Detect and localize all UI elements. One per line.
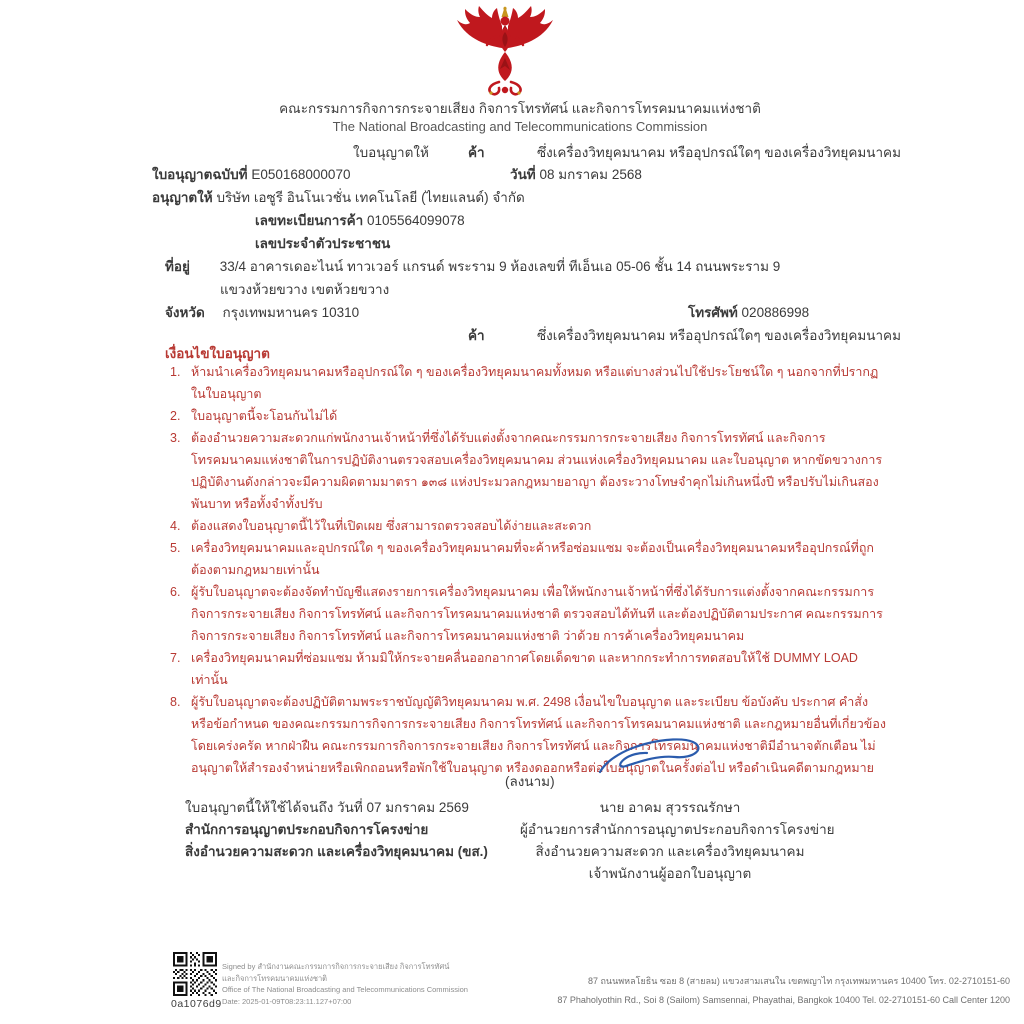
signer-title-line1: ผู้อำนวยการสำนักการอนุญาตประกอบกิจการโครงข่าย: [520, 822, 835, 837]
license-number-row: [152, 163, 350, 185]
license-type-repeat: ค้า: [468, 328, 485, 343]
signed-date: Date: 2025-01-09T08:23:11.127+07:00: [222, 996, 352, 1006]
license-date-label: วันที่: [510, 167, 536, 182]
license-date-value: 08 มกราคม 2568: [539, 167, 642, 182]
address-line2: แขวงห้วยขวาง เขตห้วยขวาง: [220, 282, 390, 297]
province-value: กรุงเทพมหานคร 10310: [222, 305, 360, 320]
signed-by-line3: Office of The National Broadcasting and Telecommunications Commission: [222, 985, 468, 994]
phone-label: โทรศัพท์: [688, 305, 738, 320]
citizen-id-label: เลขประจำตัวประชาชน: [255, 236, 391, 251]
licensee-value: บริษัท เอซูรี อินโนเวชั่น เทคโนโลยี (ไทยแลนด์) จำกัด: [216, 190, 525, 205]
conditions-title: เงื่อนไขใบอนุญาต: [165, 346, 270, 361]
address-line1: 33/4 อาคารเดอะไนน์ ทาวเวอร์ แกรนด์ พระราม 9 ห้องเลขที่ ทีเอ็นเอ 05-06 ชั้น 14 ถนนพระราม 9: [219, 259, 781, 274]
licensee-label: อนุญาตให้: [152, 190, 213, 205]
grant-label: ใบอนุญาตให้: [353, 145, 429, 160]
license-type: ค้า: [468, 145, 485, 160]
condition-item: เครื่องวิทยุคมนาคมที่ซ่อมแซม ห้ามมิให้กระจายคลื่นออกอากาศโดยเด็ดขาด และหากกระทำการทดสอบให้ใช้ DUMMY LOAD เท่านั้น: [191, 651, 858, 687]
license-number-label: ใบอนุญาตฉบับที่: [152, 167, 248, 182]
license-subject: ซึ่งเครื่องวิทยุคมนาคม หรืออุปกรณ์ใดๆ ของเครื่องวิทยุคมนาคม: [537, 145, 901, 160]
conditions-list: [170, 361, 886, 779]
issuing-office-line2: สิ่งอำนวยความสะดวก และเครื่องวิทยุคมนาคม (ขส.): [185, 844, 488, 859]
phone-row: [688, 301, 809, 323]
license-number-value: E050168000070: [251, 167, 351, 182]
qr-code-label: 0a1076d9: [171, 998, 222, 1010]
province-label: จังหวัด: [165, 305, 205, 320]
trade-registration-value: 0105564099078: [366, 213, 465, 228]
condition-item: ต้องแสดงใบอนุญาตนี้ไว้ในที่เปิดเผย ซึ่งสามารถตรวจสอบได้ง่ายและสะดวก: [191, 519, 592, 533]
issuing-office-line1: สำนักการอนุญาตประกอบกิจการโครงข่าย: [185, 822, 429, 837]
trade-registration-row: [255, 209, 465, 231]
licensee-row: [152, 186, 525, 208]
office-address-block: [430, 972, 1010, 1010]
license-date-row: [510, 163, 642, 185]
org-name-thai: คณะกรรมการกิจการกระจายเสียง กิจการโทรทัศน์ และกิจการโทรคมนาคมแห่งชาติ: [279, 101, 761, 116]
trade-registration-label: เลขทะเบียนการค้า: [255, 213, 364, 228]
signer-name: นาย อาคม สุวรรณรักษา: [599, 800, 741, 815]
phone-value: 020886998: [741, 305, 810, 320]
qr-code: [173, 952, 217, 996]
valid-until-line: ใบอนุญาตนี้ให้ใช้ได้จนถึง วันที่ 07 มกราคม 2569: [185, 800, 469, 815]
signature-stroke: [595, 733, 710, 785]
signer-title-line3: เจ้าพนักงานผู้ออกใบอนุญาต: [588, 866, 752, 881]
signed-by-line2: และกิจการโทรคมนาคมแห่งชาติ: [222, 973, 328, 983]
condition-item: ใบอนุญาตนี้จะโอนกันไม่ได้: [191, 409, 338, 423]
signed-by-line1: Signed by สำนักงานคณะกรรมการกิจการกระจายเสียง กิจการโทรทัศน์: [222, 962, 450, 971]
org-name-english: The National Broadcasting and Telecommunications Commission: [332, 119, 708, 134]
signer-title-line2: สิ่งอำนวยความสะดวก และเครื่องวิทยุคมนาคม: [535, 844, 805, 859]
condition-item: ผู้รับใบอนุญาตจะต้องจัดทำบัญชีแสดงรายการเครื่องวิทยุคมนาคม เพื่อให้พนักงานเจ้าหน้าที่ซึ่งได้รับการแต่งตั้งจากคณะกรรมการกิจการกระจายเสียง กิจการโทรทัศน์ และกิจการโทรคมนาคมแห่งชาติ ตรวจสอบได้ทันที และต้องปฏิบัติตามประกาศ คณะกรรมการกิจการกระจายเสียง กิจการโทรทัศน์ และกิจการโทรคมนาคมแห่งชาติ ว่าด้วย การค้าเครื่องวิทยุคมนาคม: [191, 585, 883, 643]
garuda-emblem: [455, 6, 555, 98]
condition-item: ผู้รับใบอนุญาตจะต้องปฏิบัติตามพระราชบัญญัติวิทยุคมนาคม พ.ศ. 2498 เงื่อนไขใบอนุญาต และระเบียบ ข้อบังคับ ประกาศ คำสั่ง หรือข้อกำหนด ของคณะกรรมการกิจการกระจายเสียง กิจการโทรทัศน์ และกิจการโทรคมนาคมแห่งชาติ และกฎหมายอื่นที่เกี่ยวข้องโดยเคร่งครัด หากฝ่าฝืน คณะกรรมการกิจการกระจายเสียง กิจการโทรทัศน์ และกิจการโทรคมนาคมแห่งชาติมีอำนาจตักเตือน ไม่อนุญาตให้สำรองจำหน่ายหรือเพิกถอนหรือพักใช้ใบอนุญาต หรืองดออกหรือต่อใบอนุญาตในครั้งต่อไป หรือดำเนินคดีตามกฎหมาย: [191, 695, 886, 775]
office-address-english: 87 Phaholyothin Rd., Soi 8 (Sailom) Samsennai, Phayathai, Bangkok 10400 Tel. 02-2710151-60 Call Center 1200: [557, 995, 1010, 1005]
sign-here-label: (ลงนาม): [505, 774, 555, 789]
address-label: ที่อยู่: [165, 259, 190, 274]
license-subject-repeat: ซึ่งเครื่องวิทยุคมนาคม หรืออุปกรณ์ใดๆ ของเครื่องวิทยุคมนาคม: [537, 328, 901, 343]
condition-item: ต้องอำนวยความสะดวกแก่พนักงานเจ้าหน้าที่ซึ่งได้รับแต่งตั้งจากคณะกรรมการกระจายเสียง กิจการโทรทัศน์ และกิจการโทรคมนาคมแห่งชาติในการปฏิบัติงานตรวจสอบเครื่องวิทยุคมนาคม ส่วนแห่งเครื่องวิทยุคมนาคม และใบอนุญาต หากขัดขวางการปฏิบัติงานดังกล่าวจะมีความผิดตามมาตรา ๑๓๘ แห่งประมวลกฎหมายอาญา ต้องระวางโทษจำคุกไม่เกินหนึ่งปี หรือปรับไม่เกินสองพันบาท หรือทั้งจำทั้งปรับ: [191, 431, 883, 511]
condition-item: ห้ามนำเครื่องวิทยุคมนาคมหรืออุปกรณ์ใด ๆ ของเครื่องวิทยุคมนาคมทั้งหมด หรือแต่บางส่วนไปใช้ประโยชน์ใด ๆ นอกจากที่ปรากฏในใบอนุญาต: [191, 365, 879, 401]
address-row: [165, 255, 780, 277]
province-row: [165, 301, 359, 323]
condition-item: เครื่องวิทยุคมนาคมและอุปกรณ์ใด ๆ ของเครื่องวิทยุคมนาคมที่จะค้าหรือซ่อมแซม จะต้องเป็นเครื่องวิทยุคมนาคมหรืออุปกรณ์ที่ถูกต้องตามกฎหมายเท่านั้น: [191, 541, 874, 577]
office-address-thai: 87 ถนนพหลโยธิน ซอย 8 (สายลม) แขวงสามเสนใน เขตพญาไท กรุงเทพมหานคร 10400 โทร. 02-2710151-60: [587, 976, 1010, 986]
